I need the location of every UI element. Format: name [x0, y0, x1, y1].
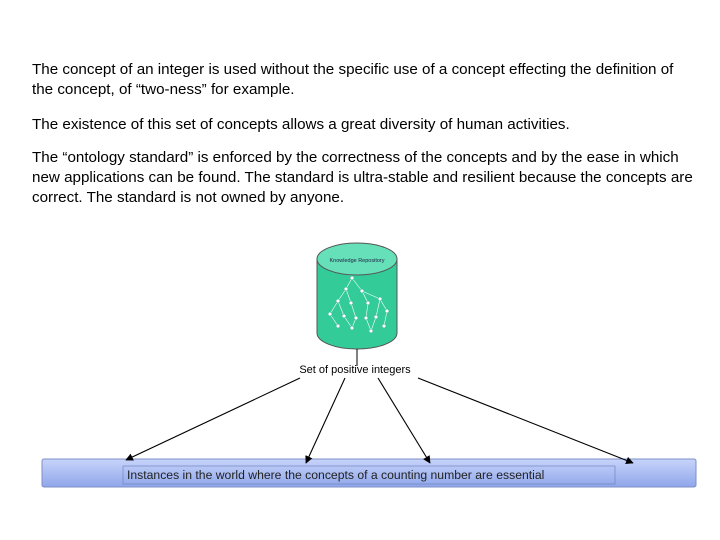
paragraph-integer-concept: The concept of an integer is used without the specific use of a concept effecting the definition of the concept, of “two-ness” for example. — [32, 61, 674, 98]
arrow-right — [418, 378, 633, 463]
paragraph-diversity: The existence of this set of concepts allows a great diversity of human activities. — [32, 116, 570, 133]
cylinder-label: Knowledge Repository — [329, 258, 385, 264]
instance-arrows — [126, 378, 633, 463]
knowledge-repository-cylinder — [317, 243, 397, 349]
arrow-left — [126, 378, 300, 460]
arrow-center-left — [306, 378, 345, 463]
arrow-center-right — [378, 378, 430, 463]
set-label: Set of positive integers — [299, 364, 411, 376]
paragraph-ontology-standard: The “ontology standard” is enforced by the correctness of the concepts and by the ease in which new applications can be found. The standard is ultra-stable and resilient because the concepts are correct. The standard is not owned by anyone. — [32, 149, 693, 206]
instances-bar-label: Instances in the world where the concepts of a counting number are essential — [127, 468, 545, 482]
